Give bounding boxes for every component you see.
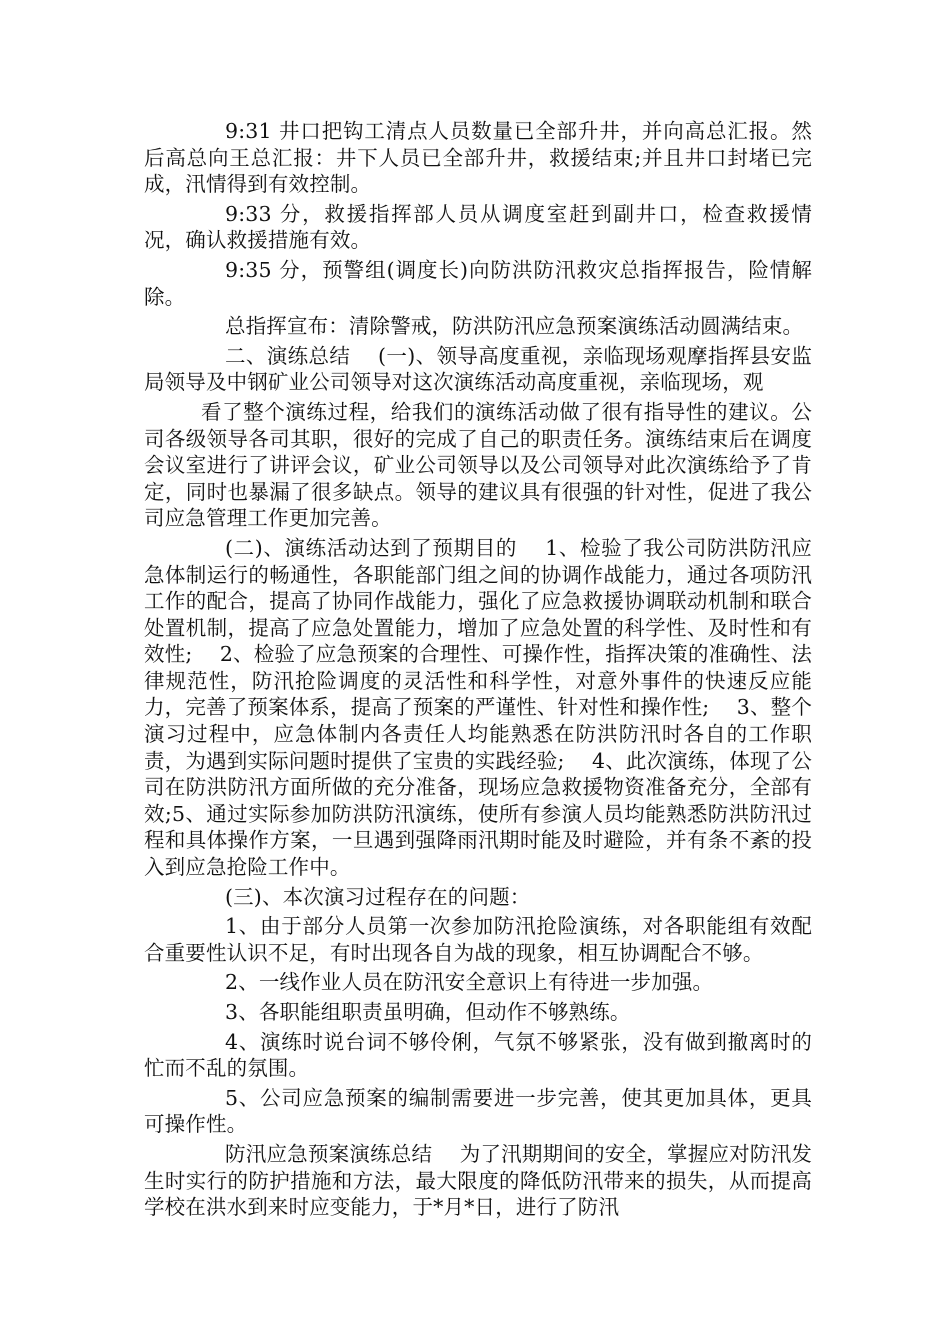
problem-item-4: 4、演练时说台词不够伶俐，气氛不够紧张，没有做到撤离时的忙而不乱的氛围。 bbox=[144, 1029, 812, 1081]
paragraph-summary-leadership: 二、演练总结 (一)、领导高度重视，亲临现场观摩指挥县安监局领导及中钢矿业公司领导对这次演练活动高度重视，亲临现场，观 bbox=[144, 343, 812, 395]
document-page bbox=[144, 118, 812, 1221]
problem-item-2: 2、一线作业人员在防汛安全意识上有待进一步加强。 bbox=[225, 970, 714, 995]
paragraph-rescue-check: 9:33 分，救援指挥部人员从调度室赶到副井口，检查救援情况，确认救援措施有效。 bbox=[144, 201, 812, 253]
heading-existing-problems: (三)、本次演习过程存在的问题： bbox=[225, 884, 531, 909]
paragraph-leadership-feedback: 看了整个演练过程，给我们的演练活动做了很有指导性的建议。公司各级领导各司其职，很好的完成了自己的职责任务。演练结束后在调度会议室进行了讲评会议，矿业公司领导以及公司领导对此次演练给予了肯定，同时也暴漏了很多缺点。领导的建议具有很强的针对性，促进了我公司应急管理工作更加完善。 bbox=[144, 399, 812, 531]
problem-item-3: 3、各职能组职责虽明确，但动作不够熟练。 bbox=[225, 1000, 631, 1024]
paragraph-danger-lifted: 9:35 分，预警组(调度长)向防洪防汛救灾总指挥报告，险情解除。 bbox=[144, 257, 812, 309]
paragraph-flood-drill-summary: 防汛应急预案演练总结 为了汛期期间的安全，掌握应对防汛发生时实行的防护措施和方法，最大限度的降低防汛带来的损失，从而提高学校在洪水到来时应变能力，于*月*日，进行了防汛 bbox=[144, 1141, 812, 1220]
paragraph-drill-concluded: 总指挥宣布：清除警戒，防洪防汛应急预案演练活动圆满结束。 bbox=[225, 314, 804, 339]
paragraph-drill-end-report: 9:31 井口把钩工清点人员数量已全部升井，并向高总汇报。然后高总向王总汇报：井下人员已全部升井，救援结束;并且井口封堵已完成，汛情得到有效控制。 bbox=[144, 119, 812, 197]
problem-item-5: 5、公司应急预案的编制需要进一步完善，使其更加具体，更具可操作性。 bbox=[144, 1085, 812, 1137]
problem-item-1: 1、由于部分人员第一次参加防汛抢险演练，对各职能组有效配合重要性认识不足，有时出现各自为战的现象，相互协调配合不够。 bbox=[144, 914, 812, 965]
paragraph-goals-achieved: (二)、演练活动达到了预期目的 1、检验了我公司防洪防汛应急体制运行的畅通性，各职能部门组之间的协调作战能力，通过各项防汛工作的配合，提高了协同作战能力，强化了应急救援协调联动机制和联合处置机制，提高了应急处置能力，增加了应急处置的科学性、及时性和有效性; 2、检验了应急预案的合理性、可操作性，指挥决策的准确性、法律规范性，防汛抢险调度的灵活性和科学性，对意外事件的快速反应能力，完善了预案体系，提高了预案的严谨性、针对性和操作性; 3、整个演习过程中，应急体制内各责任人均能熟悉在防洪防汛时各自的工作职责，为遇到实际问题时提供了宝贵的实践经验; 4、此次演练，体现了公司在防洪防汛方面所做的充分准备，现场应急救援物资准备充分，全部有效;5、通过实际参加防洪防汛演练，使所有参演人员均能熟悉防洪防汛过程和具体操作方案，一旦遇到强降雨汛期时能及时避险，并有条不紊的投入到应急抢险工作中。 bbox=[144, 535, 812, 880]
